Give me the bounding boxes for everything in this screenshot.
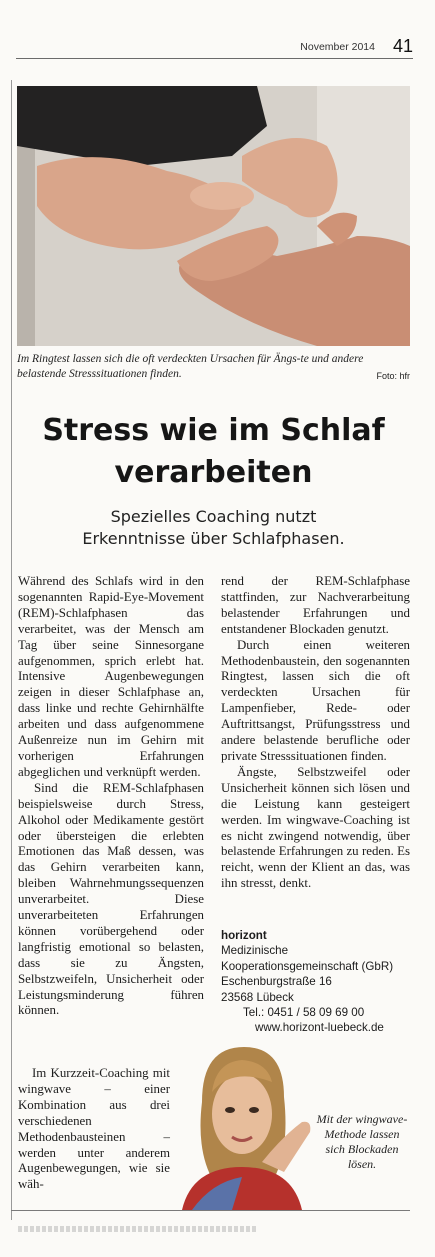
contact-website: www.horizont-luebeck.de (255, 1021, 384, 1035)
woman-portrait-illustration (172, 1042, 317, 1210)
portrait-caption: Mit der wingwave-Methode lassen sich Blockaden lösen. (316, 1112, 408, 1171)
headline-line-2: verarbeiten (114, 455, 313, 490)
contact-city: 23568 Lübeck (221, 990, 294, 1004)
paragraph: Während des Schlafs wird in den sogenannten Rapid-Eye-Movement (REM)-Schlafphasen das verarbeitet, was der Mensch am Tag über seine Sinnesorgane aufgenommen, sprich erlebt hat. Intensive Augenbewegungen zeigen in dieser Schlafphase an, dass linke und rechte Gehirnhälfte arbeiten und dass aufgenommene Außenreize nun im Gehirn mit vorherigen Erfahrungen abgeglichen und verknüpft werden. (18, 574, 204, 779)
contact-org: horizont (221, 929, 267, 942)
page-header (16, 36, 413, 59)
coach-portrait (172, 1042, 317, 1210)
contact-line-2: Kooperationsgemeinschaft (GbR) (221, 959, 394, 973)
contact-line-1: Medizinische (221, 944, 289, 958)
paragraph: Sind die REM-Schlafphasen beispielsweise durch Stress, Alkohol oder Medikamente gestört oder übersteigen die erlebten Emotionen das Maß dessen, was das Gehirn verarbeiten kann, bleiben Wahrnehmungssequenzen unverarbeitet. Diese unverarbeiteten Erfahrungen können vorübergehend oder langfristig emotional so belasten, dass sie zu Ängsten, Selbstzweifeln, Unsicherheit oder Leistungsminderung führen können. (18, 780, 204, 1018)
photo-caption-text: Im Ringtest lassen sich die oft verdeckten Ursachen für Ängs-te und andere belastende Stresssituationen finden. (17, 353, 364, 380)
bottom-rule (11, 1210, 410, 1211)
page-number: 41 (392, 36, 413, 56)
article-column-1 (18, 574, 204, 1019)
left-column-rule (11, 80, 12, 1220)
article-column-1-continued (18, 1066, 170, 1193)
article-column-2 (221, 574, 410, 892)
article-headline (17, 410, 410, 494)
paragraph: Im Kurzzeit-Coaching mit wingwave – einer Kombination aus drei verschiedenen Methodenbausteinen – werden unter anderem Augenbewegungen, wie sie wäh- (18, 1066, 170, 1192)
paragraph: Durch einen weiteren Methodenbaustein, den sogenannten Ringtest, lassen sich die oft verdeckten Ursachen für Lampenfieber, Rede- oder Auftrittsangst, Prüfungsstress und andere belastende berufliche oder private Stresssituationen finden. (221, 637, 410, 763)
headline-line-1: Stress wie im Schlaf (42, 413, 385, 448)
ringtest-photo (17, 86, 410, 346)
hands-illustration (17, 86, 410, 346)
photo-credit: Foto: hfr (376, 371, 410, 381)
paragraph: Ängste, Selbstzweifel oder Unsicherheit können sich lösen und die Leistung kann gesteigert werden. Im wingwave-Coaching ist es nicht zwingend notwendig, über belastende Erfahrungen zu reden. Es reicht, wenn der Klient an das, was ihn stresst, denkt. (221, 764, 410, 891)
paragraph: rend der REM-Schlafphase stattfinden, zur Nachverarbeitung belastender Erfahrungen und entstandener Blockaden genutzt. (221, 574, 410, 636)
cut-off-footer-text (18, 1226, 258, 1232)
photo-caption (17, 352, 410, 384)
issue-date: November 2014 (300, 41, 375, 53)
contact-phone: Tel.: 0451 / 58 09 69 00 (243, 1006, 365, 1020)
contact-block (221, 928, 411, 1036)
contact-street: Eschenburgstraße 16 (221, 975, 332, 989)
article-subhead (17, 506, 410, 550)
subhead-line-1: Spezielles Coaching nutzt (110, 507, 317, 526)
subhead-line-2: Erkenntnisse über Schlafphasen. (82, 529, 345, 548)
